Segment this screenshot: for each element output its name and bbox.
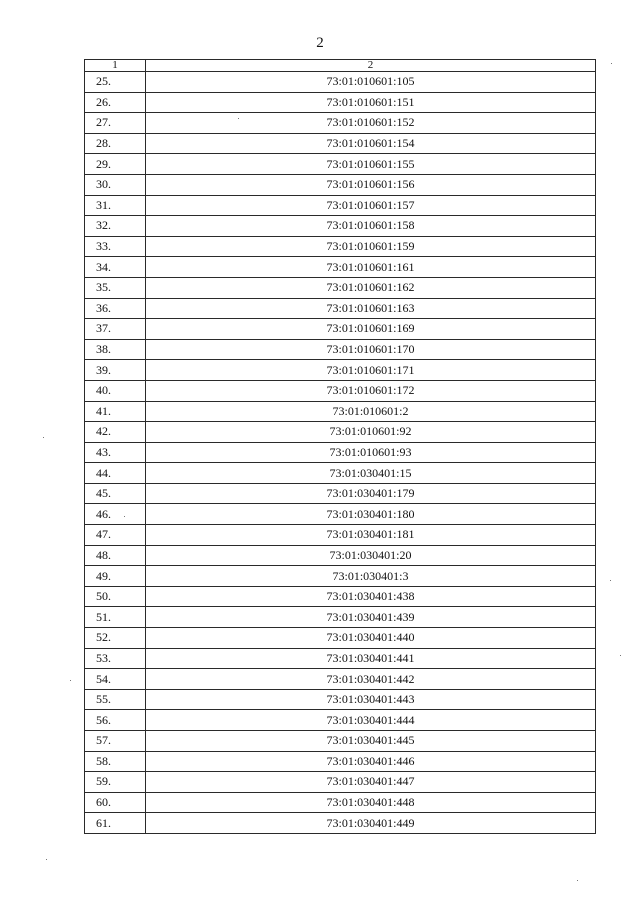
cadastral-number: 73:01:010601:93 [146, 442, 596, 463]
table-row [85, 72, 596, 93]
cadastral-number: 73:01:010601:154 [146, 133, 596, 154]
table-row [85, 545, 596, 566]
scan-speck [124, 516, 125, 517]
table-row [85, 113, 596, 134]
cadastral-number: 73:01:030401:180 [146, 504, 596, 525]
row-number: 26. [85, 92, 146, 113]
row-number: 42. [85, 422, 146, 443]
cadastral-number: 73:01:010601:157 [146, 195, 596, 216]
row-number: 51. [85, 607, 146, 628]
table-row [85, 380, 596, 401]
row-number: 40. [85, 380, 146, 401]
cadastral-number: 73:01:010601:159 [146, 236, 596, 257]
cadastral-number: 73:01:010601:158 [146, 216, 596, 237]
table-row [85, 483, 596, 504]
row-number: 36. [85, 298, 146, 319]
cadastral-number: 73:01:010601:170 [146, 339, 596, 360]
row-number: 25. [85, 72, 146, 93]
row-number: 46. [85, 504, 146, 525]
table-header [85, 60, 596, 72]
scan-speck [611, 63, 612, 64]
table-row [85, 174, 596, 195]
cadastral-number: 73:01:010601:172 [146, 380, 596, 401]
row-number: 35. [85, 277, 146, 298]
row-number: 32. [85, 216, 146, 237]
table-row [85, 463, 596, 484]
cadastral-number: 73:01:010601:162 [146, 277, 596, 298]
row-number: 34. [85, 257, 146, 278]
table-row [85, 195, 596, 216]
cadastral-number: 73:01:030401:439 [146, 607, 596, 628]
scan-speck [70, 680, 71, 681]
row-number: 61. [85, 813, 146, 834]
cadastral-number: 73:01:030401:441 [146, 648, 596, 669]
scan-speck [577, 880, 578, 881]
row-number: 43. [85, 442, 146, 463]
cadastral-number: 73:01:010601:156 [146, 174, 596, 195]
row-number: 38. [85, 339, 146, 360]
cadastral-number: 73:01:030401:181 [146, 525, 596, 546]
scan-speck [238, 118, 239, 119]
table-body [85, 72, 596, 834]
row-number: 48. [85, 545, 146, 566]
row-number: 41. [85, 401, 146, 422]
scan-speck [43, 437, 44, 438]
table-row [85, 689, 596, 710]
cadastral-number: 73:01:030401:448 [146, 792, 596, 813]
row-number: 57. [85, 731, 146, 752]
table-row [85, 154, 596, 175]
cadastral-number: 73:01:010601:105 [146, 72, 596, 93]
row-number: 50. [85, 586, 146, 607]
row-number: 31. [85, 195, 146, 216]
table-row [85, 422, 596, 443]
cadastral-number: 73:01:010601:151 [146, 92, 596, 113]
row-number: 59. [85, 772, 146, 793]
table-row [85, 710, 596, 731]
cadastral-number: 73:01:010601:171 [146, 360, 596, 381]
row-number: 27. [85, 113, 146, 134]
cadastral-number: 73:01:030401:449 [146, 813, 596, 834]
table-row [85, 792, 596, 813]
cadastral-number: 73:01:030401:15 [146, 463, 596, 484]
cadastral-number: 73:01:010601:2 [146, 401, 596, 422]
row-number: 49. [85, 566, 146, 587]
cadastral-number: 73:01:030401:3 [146, 566, 596, 587]
row-number: 45. [85, 483, 146, 504]
cadastral-number: 73:01:010601:169 [146, 319, 596, 340]
table-row [85, 339, 596, 360]
cadastral-number: 73:01:030401:446 [146, 751, 596, 772]
table-row [85, 607, 596, 628]
table-row [85, 525, 596, 546]
table-row [85, 277, 596, 298]
table-row [85, 236, 596, 257]
cadastral-number: 73:01:030401:179 [146, 483, 596, 504]
cadastral-number: 73:01:010601:92 [146, 422, 596, 443]
table-row [85, 133, 596, 154]
cadastral-number: 73:01:010601:155 [146, 154, 596, 175]
table-row [85, 628, 596, 649]
row-number: 39. [85, 360, 146, 381]
row-number: 37. [85, 319, 146, 340]
table-row [85, 648, 596, 669]
scan-speck [46, 859, 47, 860]
cadastral-number: 73:01:010601:152 [146, 113, 596, 134]
header-col-2: 2 [146, 60, 596, 72]
table-row [85, 504, 596, 525]
cadastral-number: 73:01:010601:161 [146, 257, 596, 278]
row-number: 47. [85, 525, 146, 546]
row-number: 55. [85, 689, 146, 710]
table-row [85, 92, 596, 113]
row-number: 29. [85, 154, 146, 175]
row-number: 33. [85, 236, 146, 257]
table-row [85, 257, 596, 278]
table-row [85, 319, 596, 340]
cadastral-number: 73:01:030401:445 [146, 731, 596, 752]
table-row [85, 813, 596, 834]
table-row [85, 772, 596, 793]
cadastral-table [84, 59, 596, 834]
row-number: 60. [85, 792, 146, 813]
row-number: 53. [85, 648, 146, 669]
row-number: 52. [85, 628, 146, 649]
header-row [85, 60, 596, 72]
header-col-1: 1 [85, 60, 146, 72]
cadastral-number: 73:01:030401:443 [146, 689, 596, 710]
table-row [85, 298, 596, 319]
cadastral-number: 73:01:030401:447 [146, 772, 596, 793]
row-number: 54. [85, 669, 146, 690]
cadastral-number: 73:01:010601:163 [146, 298, 596, 319]
table-row [85, 442, 596, 463]
cadastral-number: 73:01:030401:20 [146, 545, 596, 566]
cadastral-number: 73:01:030401:442 [146, 669, 596, 690]
row-number: 28. [85, 133, 146, 154]
table-row [85, 401, 596, 422]
row-number: 58. [85, 751, 146, 772]
table-row [85, 360, 596, 381]
cadastral-number: 73:01:030401:440 [146, 628, 596, 649]
cadastral-number: 73:01:030401:444 [146, 710, 596, 731]
page-number: 2 [316, 35, 324, 51]
table-row [85, 669, 596, 690]
table-row [85, 731, 596, 752]
table-row [85, 216, 596, 237]
scan-speck [620, 655, 621, 656]
scan-speck [610, 580, 611, 581]
table-row [85, 586, 596, 607]
table-row [85, 751, 596, 772]
row-number: 56. [85, 710, 146, 731]
table-row [85, 566, 596, 587]
cadastral-number: 73:01:030401:438 [146, 586, 596, 607]
row-number: 44. [85, 463, 146, 484]
row-number: 30. [85, 174, 146, 195]
